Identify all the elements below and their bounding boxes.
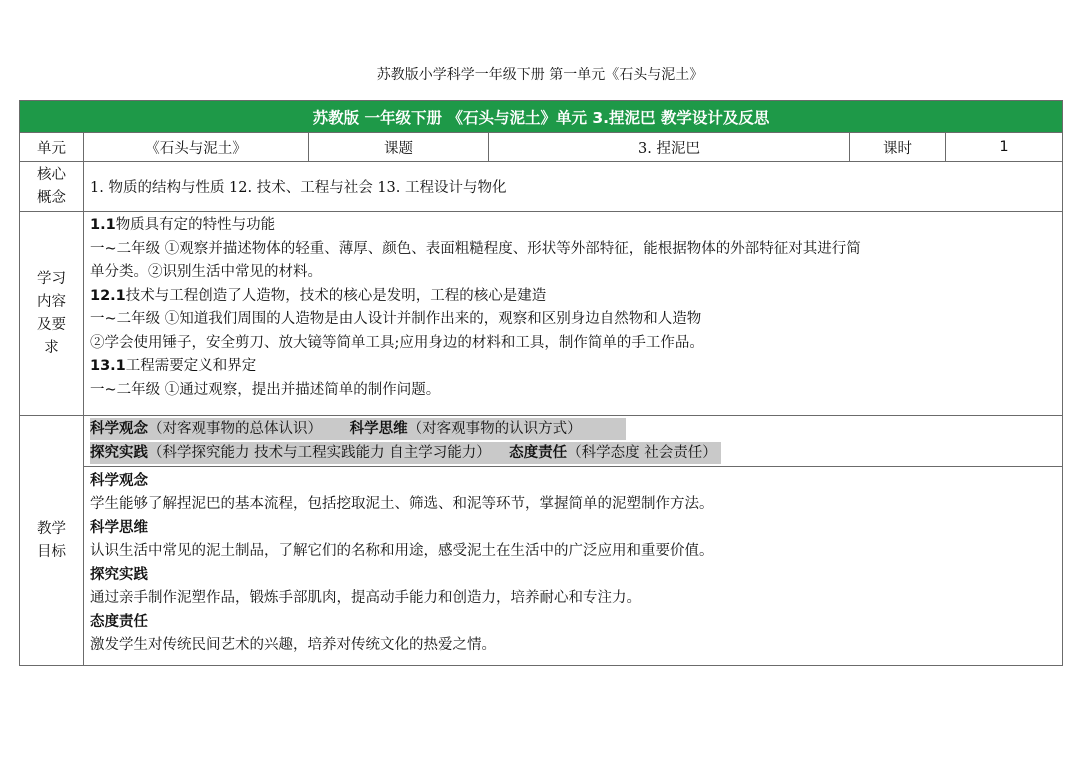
core-concept-label	[20, 162, 84, 212]
goals-label-line: 教学	[37, 520, 66, 537]
learning-line: 13.1工程需要定义和界定	[90, 358, 257, 374]
learning-line: 1.1物质具有定的特性与功能	[90, 217, 276, 233]
core-concept-row	[20, 162, 1063, 212]
learning-line: 一~二年级 ①通过观察，提出并描述简单的制作问题。	[90, 381, 441, 398]
goal-heading: 科学思维	[90, 519, 148, 536]
topic-label: 课题	[309, 133, 489, 162]
goal-dimension-bar: 探究实践（科学探究能力 技术与工程实践能力 自主学习能力） 态度责任（科学态度 社会责任）	[90, 442, 721, 464]
goals-row	[20, 416, 1063, 666]
goal-heading: 探究实践	[90, 566, 148, 583]
learning-line: 一~二年级 ①知道我们周围的人造物是由人设计并制作出来的，观察和区别身边自然物和人造物	[90, 311, 702, 327]
learning-line: 单分类。②识别生活中常见的材料。	[90, 264, 322, 280]
core-concept-label-line: 核心	[37, 166, 66, 183]
goals-content	[84, 416, 1063, 666]
goal-heading: 态度责任	[90, 613, 148, 630]
learning-label-line: 内容	[37, 293, 66, 310]
table-title: 苏教版 一年级下册 《石头与泥土》单元 3.捏泥巴 教学设计及反思	[20, 101, 1063, 133]
learning-line: ②学会使用锤子，安全剪刀、放大镜等简单工具;应用身边的材料和工具，制作简单的手工作品。	[90, 334, 704, 351]
goal-text: 通过亲手制作泥塑作品，锻炼手部肌肉，提高动手能力和创造力，培养耐心和专注力。	[90, 589, 641, 606]
lesson-plan-table	[19, 100, 1063, 666]
meta-row	[20, 133, 1063, 162]
goal-text: 激发学生对传统民间艺术的兴趣，培养对传统文化的热爱之情。	[90, 636, 496, 653]
learning-line: 一~二年级 ①观察并描述物体的轻重、薄厚、颜色、表面粗糙程度、形状等外部特征，能根据物体的外部特征对其进行简	[90, 240, 861, 257]
unit-label: 单元	[20, 133, 84, 162]
title-row	[20, 101, 1063, 133]
learning-line: 12.1技术与工程创造了人造物，技术的核心是发明，工程的核心是建造	[90, 287, 547, 304]
learning-label	[20, 212, 84, 416]
unit-value: 《石头与泥土》	[84, 133, 309, 162]
goal-text: 学生能够了解捏泥巴的基本流程，包括挖取泥土、筛选、和泥等环节，掌握简单的泥塑制作方法。	[90, 495, 714, 512]
goal-text: 认识生活中常见的泥土制品，了解它们的名称和用途，感受泥土在生活中的广泛应用和重要价值。	[90, 542, 714, 559]
goals-label	[20, 416, 84, 666]
page-header: 苏教版小学科学一年级下册 第一单元《石头与泥土》	[376, 67, 704, 83]
goal-dimension-bars	[84, 416, 1062, 464]
learning-content	[84, 212, 1063, 416]
core-concept-label-line: 概念	[37, 189, 66, 206]
learning-label-line: 求	[44, 339, 59, 356]
period-value: 1	[946, 133, 1063, 162]
learning-row	[20, 212, 1063, 416]
goal-sections	[84, 467, 1062, 663]
learning-label-line: 及要	[37, 316, 66, 333]
goal-dimension-bar: 科学观念（对客观事物的总体认识） 科学思维（对客观事物的认识方式）	[90, 418, 626, 440]
topic-value: 3. 捏泥巴	[489, 133, 850, 162]
goals-label-line: 目标	[37, 543, 66, 560]
goal-heading: 科学观念	[90, 472, 148, 489]
learning-label-line: 学习	[37, 270, 66, 287]
core-concept-value: 1. 物质的结构与性质 12. 技术、工程与社会 13. 工程设计与物化	[84, 162, 1063, 212]
period-label: 课时	[850, 133, 946, 162]
